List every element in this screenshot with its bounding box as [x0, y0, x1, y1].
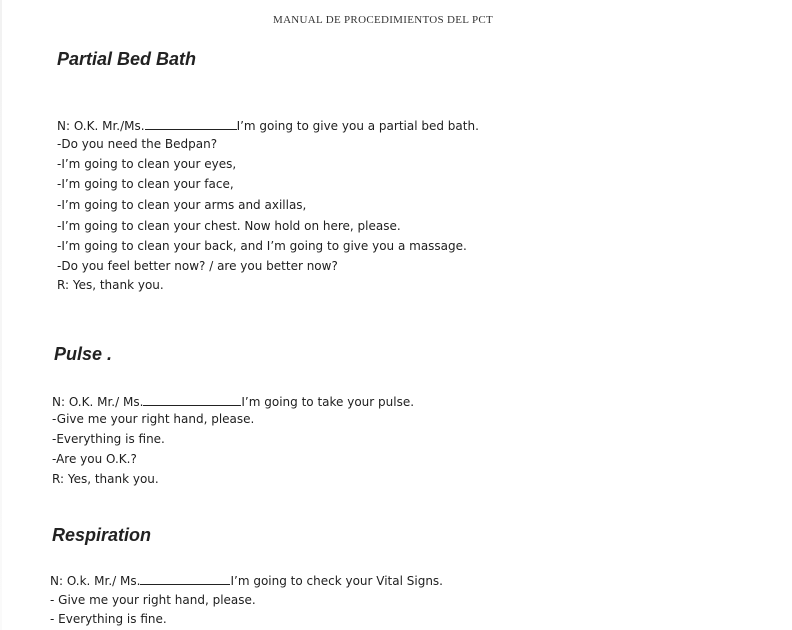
dialogue-line: -Everything is fine.	[52, 432, 165, 446]
dialogue-line: - Give me your right hand, please.	[50, 593, 256, 607]
dialogue-line: -Do you feel better now? / are you better now?	[57, 259, 338, 273]
dialogue-line: - Everything is fine.	[50, 612, 167, 626]
dialogue-line: -I’m going to clean your chest. Now hold on here, please.	[57, 219, 401, 233]
section-title-respiration: Respiration	[52, 525, 152, 545]
name-blank	[143, 394, 241, 406]
intro-prefix: N: O.k. Mr./ Ms.	[50, 574, 141, 588]
intro-suffix: I’m going to give you a partial bed bath.	[236, 119, 479, 133]
section-title-pulse: Pulse .	[54, 344, 113, 364]
intro-line-partial-bed-bath	[57, 118, 479, 133]
name-blank	[140, 573, 230, 585]
dialogue-line: -I’m going to clean your arms and axillas,	[57, 198, 307, 212]
response-line: R: Yes, thank you.	[57, 278, 164, 292]
dialogue-line: -I’m going to clean your back, and I’m going to give you a massage.	[57, 239, 467, 253]
intro-prefix: N: O.K. Mr./Ms.	[57, 119, 145, 133]
intro-suffix: I’m going to check your Vital Signs.	[230, 574, 443, 588]
scan-edge	[0, 0, 2, 630]
name-blank	[145, 118, 237, 130]
intro-suffix: I’m going to take your pulse.	[241, 395, 415, 409]
section-title-partial-bed-bath: Partial Bed Bath	[57, 49, 197, 69]
intro-line-pulse	[52, 394, 414, 409]
dialogue-line: -I’m going to clean your face,	[57, 177, 234, 191]
intro-prefix: N: O.K. Mr./ Ms.	[52, 395, 144, 409]
dialogue-line: -Give me your right hand, please.	[52, 412, 255, 426]
dialogue-line: -Do you need the Bedpan?	[57, 137, 218, 151]
page-header: MANUAL DE PROCEDIMIENTOS DEL PCT	[272, 14, 494, 26]
dialogue-line: -I’m going to clean your eyes,	[57, 157, 237, 171]
response-line: R: Yes, thank you.	[52, 472, 159, 486]
dialogue-line: -Are you O.K.?	[52, 452, 137, 466]
intro-line-respiration	[50, 573, 443, 588]
